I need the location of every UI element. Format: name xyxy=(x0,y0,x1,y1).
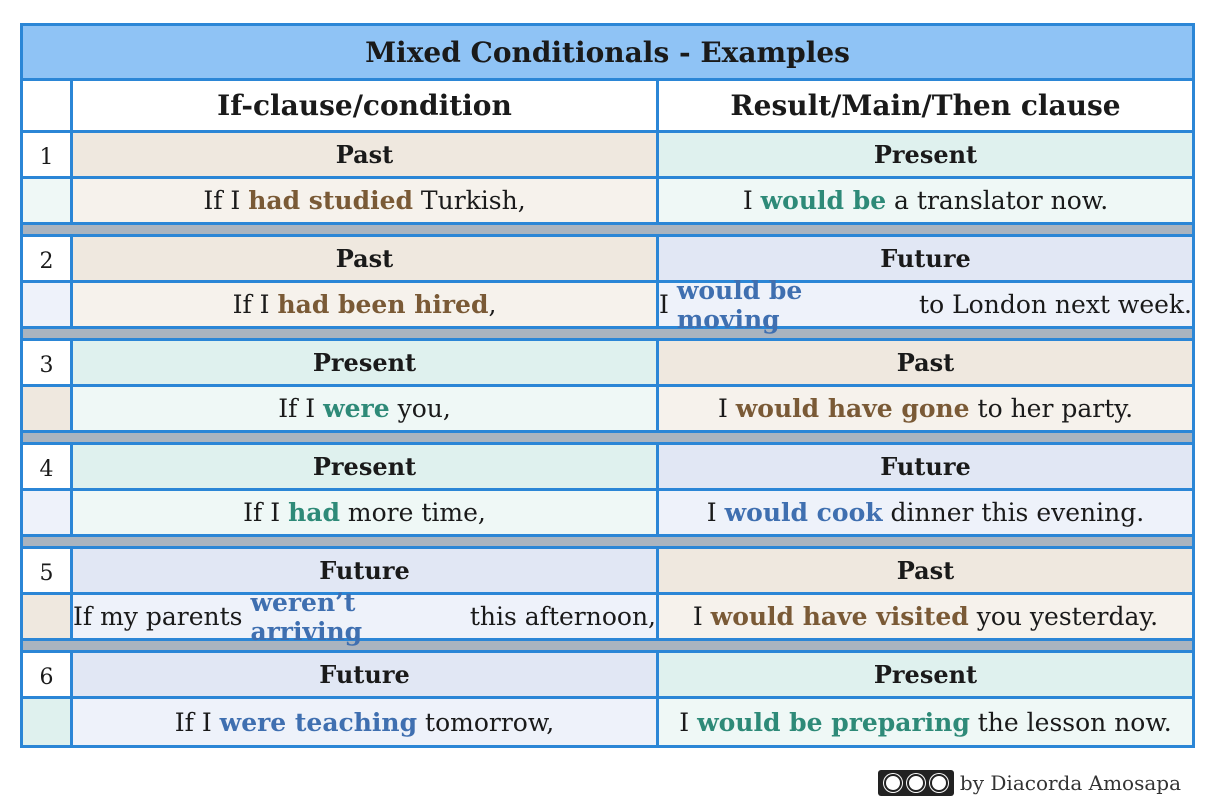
result-example-post: dinner this evening. xyxy=(882,498,1145,527)
header-row xyxy=(23,81,1192,133)
if-example-post: tomorrow, xyxy=(417,707,555,737)
if-tense-label: Past xyxy=(73,133,659,176)
tense-label-row xyxy=(23,445,1192,491)
if-example-pre: If I xyxy=(203,186,249,215)
result-tense-label: Future xyxy=(659,237,1192,280)
result-example-post: a translator now. xyxy=(886,186,1109,215)
tense-label-row xyxy=(23,237,1192,283)
row-number-spacer xyxy=(23,387,73,430)
if-example-highlight: weren’t arriving xyxy=(250,587,363,646)
row-number: 2 xyxy=(23,237,73,280)
if-clause-header: If-clause/condition xyxy=(73,81,659,130)
result-tense-label: Past xyxy=(659,341,1192,384)
if-example-post: , xyxy=(488,290,497,319)
example-row xyxy=(23,387,1192,433)
if-example-highlight: were teaching xyxy=(219,707,418,737)
row-separator xyxy=(23,433,1192,445)
if-example-highlight: had been hired xyxy=(277,290,489,319)
mixed-conditionals-table xyxy=(20,23,1195,748)
tense-label-row xyxy=(23,653,1192,699)
result-example-pre: I xyxy=(692,602,711,631)
row-separator xyxy=(23,641,1192,653)
if-example xyxy=(73,283,659,326)
if-tense-label: Present xyxy=(73,341,659,384)
result-example-highlight: would have visited xyxy=(710,602,969,631)
if-example-highlight: had xyxy=(288,498,340,527)
example-row xyxy=(23,699,1192,745)
result-example xyxy=(659,491,1192,534)
if-example-pre: If my parents xyxy=(73,602,251,631)
result-example-pre: I xyxy=(679,707,698,737)
if-example-highlight: were xyxy=(323,394,390,423)
result-clause-header: Result/Main/Then clause xyxy=(730,89,1121,122)
row-separator xyxy=(23,329,1192,341)
example-row xyxy=(23,179,1192,225)
result-example-highlight: would cook xyxy=(724,498,883,527)
row-number: 6 xyxy=(23,653,73,696)
result-example-highlight: would be xyxy=(760,186,887,215)
row-separator xyxy=(23,225,1192,237)
tense-label-row xyxy=(23,133,1192,179)
tense-label-row xyxy=(23,341,1192,387)
row-number: 4 xyxy=(23,445,73,488)
result-example-post: to London next week. xyxy=(911,290,1192,319)
if-example xyxy=(73,587,659,646)
result-tense-label: Present xyxy=(659,133,1192,176)
row-number-spacer xyxy=(23,179,73,222)
tense-label-row xyxy=(23,549,1192,595)
cc-by-nc-sa-icon[interactable] xyxy=(878,770,954,796)
result-example-post: the lesson now. xyxy=(969,707,1172,737)
result-example xyxy=(659,387,1192,430)
number-column-header xyxy=(23,81,73,130)
result-example-highlight: would be moving xyxy=(676,275,803,334)
if-tense-label: Future xyxy=(73,653,659,696)
if-example xyxy=(73,387,659,430)
if-example xyxy=(73,699,659,745)
if-example-pre: If I xyxy=(278,394,324,423)
result-example-post: you yesterday. xyxy=(968,602,1159,631)
result-tense-label: Future xyxy=(659,445,1192,488)
if-tense-label: Future xyxy=(73,549,659,592)
result-example-pre: I xyxy=(659,290,677,319)
if-tense-label: Past xyxy=(73,237,659,280)
row-number-spacer xyxy=(23,595,73,638)
if-example-highlight: had studied xyxy=(248,186,413,215)
result-example-highlight: would be preparing xyxy=(697,707,970,737)
result-example-highlight: would have gone xyxy=(735,394,970,423)
result-example xyxy=(659,699,1192,745)
row-separator xyxy=(23,537,1192,549)
if-example-pre: If I xyxy=(243,498,289,527)
row-number: 1 xyxy=(23,133,73,176)
row-number: 3 xyxy=(23,341,73,384)
if-tense-label: Present xyxy=(73,445,659,488)
author-credit xyxy=(878,770,1181,796)
if-example-pre: If I xyxy=(232,290,278,319)
if-example xyxy=(73,491,659,534)
if-example-pre: If I xyxy=(174,707,220,737)
row-number-spacer xyxy=(23,699,73,745)
credit-text: by Diacorda Amosapa xyxy=(959,771,1181,795)
result-example xyxy=(659,595,1192,638)
if-example xyxy=(73,179,659,222)
result-example xyxy=(659,275,1192,334)
if-example-post: Turkish, xyxy=(412,186,526,215)
example-row xyxy=(23,587,1192,646)
result-example-pre: I xyxy=(717,394,736,423)
result-example-pre: I xyxy=(706,498,725,527)
result-example xyxy=(659,179,1192,222)
result-tense-label: Present xyxy=(659,653,1192,696)
result-example-pre: I xyxy=(742,186,761,215)
example-row xyxy=(23,275,1192,334)
table-title: Mixed Conditionals - Examples xyxy=(23,26,1192,81)
row-number-spacer xyxy=(23,283,73,326)
if-example-post: this afternoon, xyxy=(461,602,656,631)
row-number: 5 xyxy=(23,549,73,592)
result-tense-label: Past xyxy=(659,549,1192,592)
if-example-post: more time, xyxy=(339,498,486,527)
row-number-spacer xyxy=(23,491,73,534)
example-row xyxy=(23,491,1192,537)
result-example-post: to her party. xyxy=(969,394,1134,423)
if-example-post: you, xyxy=(389,394,451,423)
